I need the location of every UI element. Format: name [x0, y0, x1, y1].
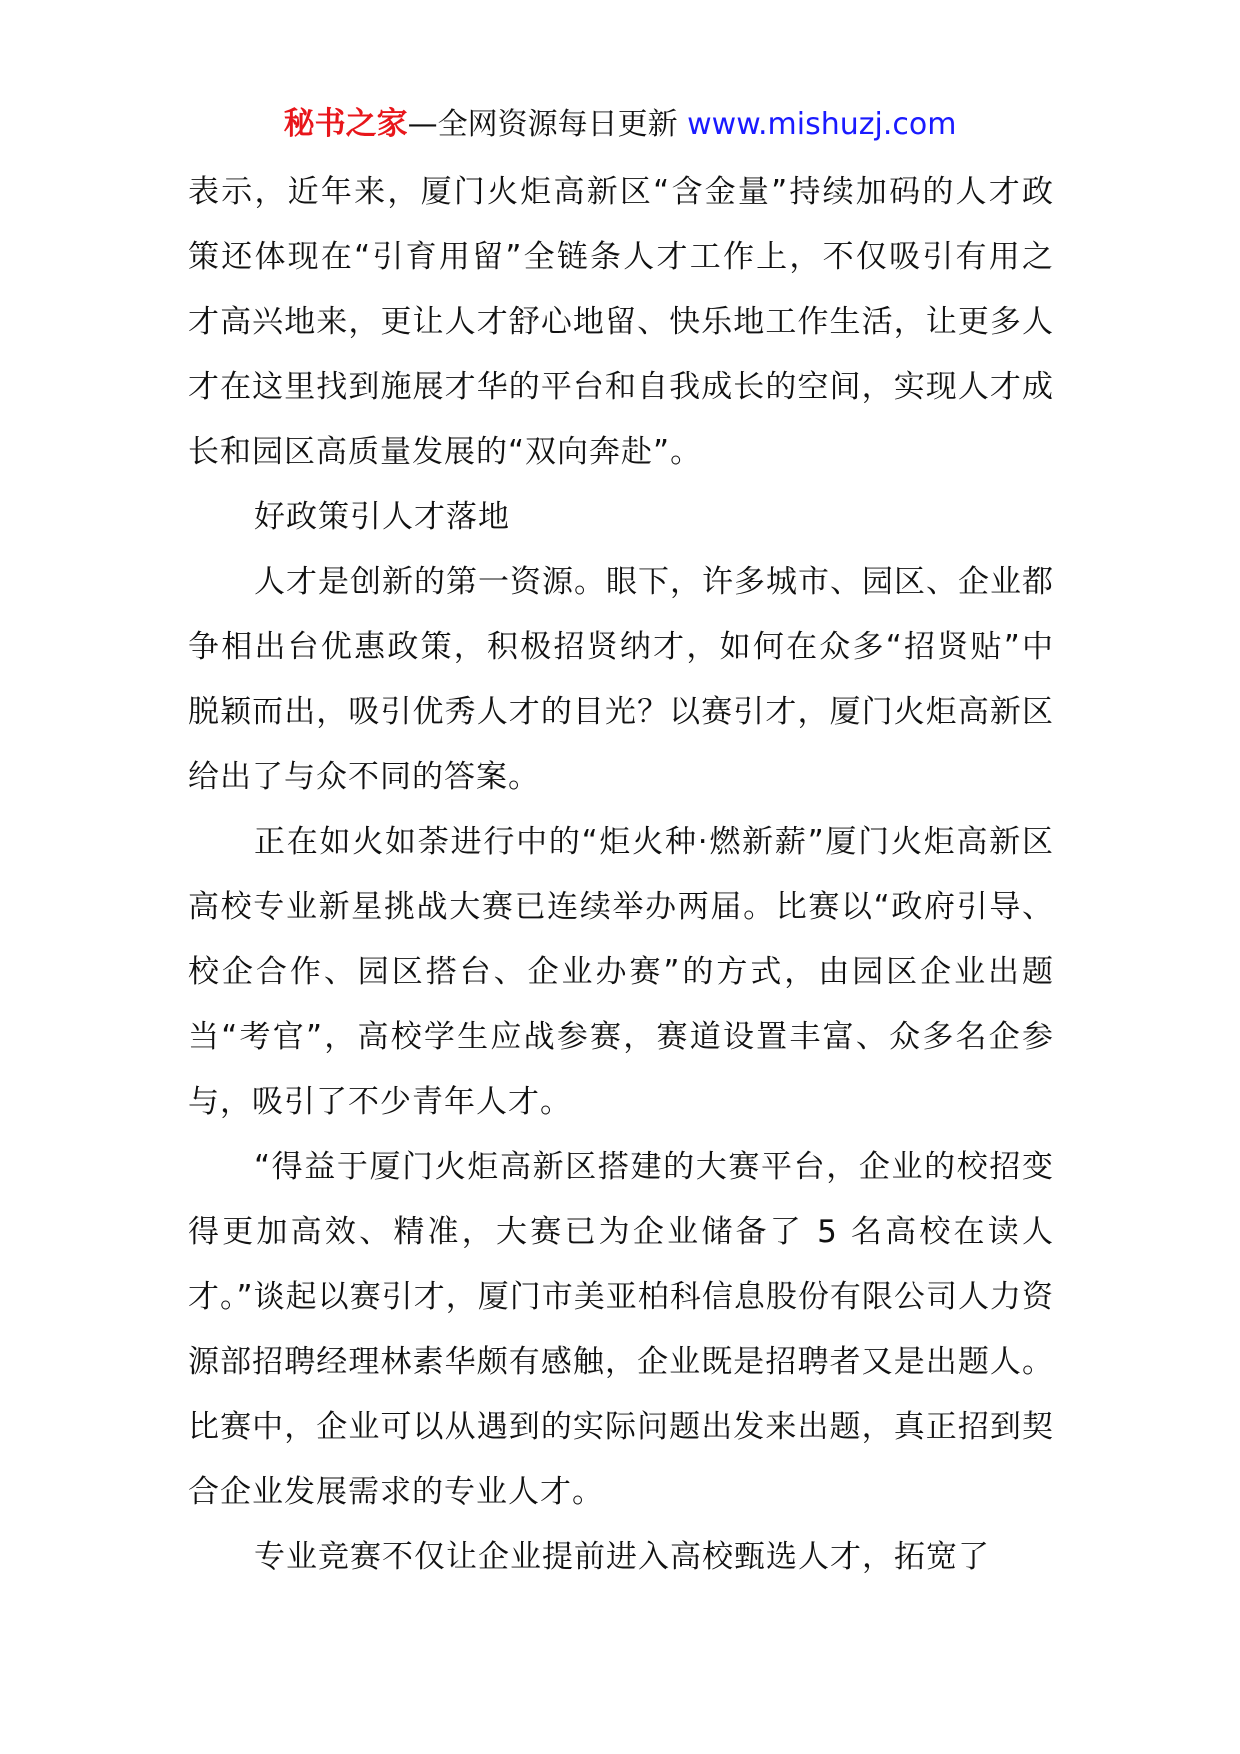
- paragraph: “得益于厦门火炬高新区搭建的大赛平台，企业的校招变得更加高效、精准，大赛已为企业储备了 5 名高校在读人才。”谈起以赛引才，厦门市美亚柏科信息股份有限公司人力资源部招聘经理林素华颇有感触，企业既是招聘者又是出题人。比赛中，企业可以从遇到的实际问题出发来出题，真正招到契合企业发展需求的专业人才。: [188, 1149, 1054, 1510]
- site-brand: 秘书之家: [283, 106, 408, 142]
- site-header: [0, 102, 1240, 147]
- site-url-link[interactable]: www.mishuzj.com: [687, 107, 957, 142]
- paragraph: 人才是创新的第一资源。眼下，许多城市、园区、企业都争相出台优惠政策，积极招贤纳才，如何在众多“招贤贴”中脱颖而出，吸引优秀人才的目光？以赛引才，厦门火炬高新区给出了与众不同的答案。: [188, 564, 1054, 795]
- paragraph-truncated: 专业竞赛不仅让企业提前进入高校甄选人才，拓宽了: [254, 1539, 990, 1575]
- site-tagline: —全网资源每日更新: [407, 107, 678, 142]
- paragraph-continued: 表示，近年来，厦门火炬高新区“含金量”持续加码的人才政策还体现在“引育用留”全链条人才工作上，不仅吸引有用之才高兴地来，更让人才舒心地留、快乐地工作生活，让更多人才在这里找到施展才华的平台和自我成长的空间，实现人才成长和园区高质量发展的“双向奔赴”。: [188, 174, 1054, 470]
- paragraph: 正在如火如荼进行中的“炬火种·燃新薪”厦门火炬高新区高校专业新星挑战大赛已连续举办两届。比赛以“政府引导、校企合作、园区搭台、企业办赛”的方式，由园区企业出题当“考官”，高校学生应战参赛，赛道设置丰富、众多名企参与，吸引了不少青年人才。: [188, 824, 1054, 1120]
- document-body: [188, 160, 1054, 1590]
- section-heading: 好政策引人才落地: [254, 499, 510, 535]
